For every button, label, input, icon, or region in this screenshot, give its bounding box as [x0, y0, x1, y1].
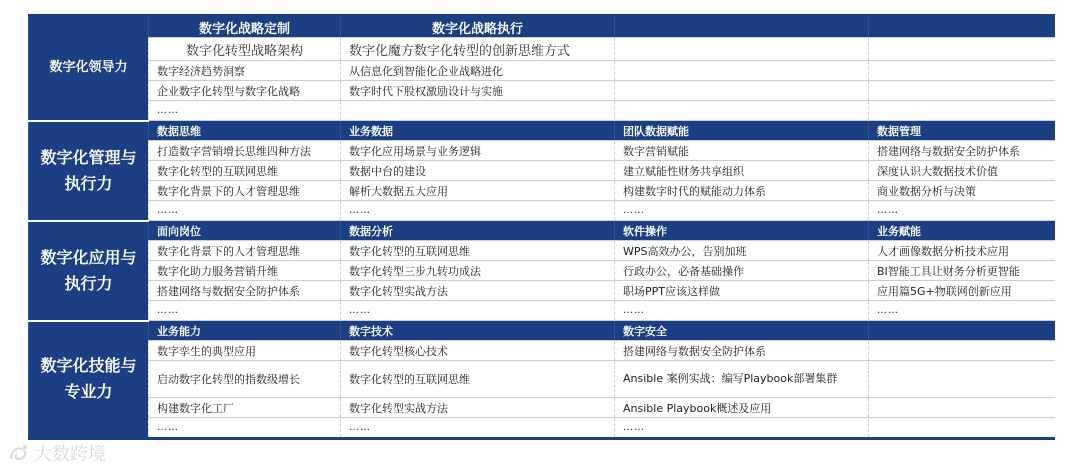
table-cell: ……	[615, 201, 869, 221]
subheader-row	[29, 38, 1055, 61]
table-cell: WPS高效办公，告别加班	[615, 241, 869, 261]
table-cell: 数据中台的建设	[341, 161, 615, 181]
watermark	[8, 440, 106, 466]
table-cell	[869, 361, 1055, 398]
table-cell: 数字化转型的互联网思维	[341, 241, 615, 261]
section-title: 数字化技能与专业力	[29, 321, 149, 439]
table-cell: 数字化转型三步九转功成法	[341, 261, 615, 281]
table-cell: 启动数字化转型的指数级增长	[149, 361, 341, 398]
category-header-row	[29, 221, 1055, 241]
table-cell: 数字化助力服务营销升维	[149, 261, 341, 281]
table-row	[29, 341, 1055, 361]
table-cell: 搭建网络与数据安全防护体系	[869, 141, 1055, 161]
table-cell: ……	[341, 201, 615, 221]
category-header: 数据分析	[341, 221, 615, 241]
category-header-row	[29, 321, 1055, 341]
category-header: 数据思维	[149, 121, 341, 141]
table-cell: 数字化转型实战方法	[341, 281, 615, 301]
table-cell: 解析大数据五大应用	[341, 181, 615, 201]
table-cell: ……	[615, 418, 869, 439]
table-cell: 打造数字营销增长思维四种方法	[149, 141, 341, 161]
table-row	[29, 61, 1055, 81]
table-row	[29, 281, 1055, 301]
table-cell: 建立赋能性财务共享组织	[615, 161, 869, 181]
table-cell: 从信息化到智能化企业战略进化	[341, 61, 615, 81]
table-cell: 数字经济趋势洞察	[149, 61, 341, 81]
category-header: 数字安全	[615, 321, 869, 341]
table-cell	[615, 38, 869, 61]
table-cell: ……	[869, 201, 1055, 221]
category-header-row	[29, 121, 1055, 141]
table-cell: 人才画像数据分析技术应用	[869, 241, 1055, 261]
table-cell	[869, 38, 1055, 61]
table-row	[29, 418, 1055, 439]
table-cell: BI智能工具让财务分析更智能	[869, 261, 1055, 281]
table-cell: 数字化转型实战方法	[341, 398, 615, 418]
table-cell: 数字化魔方数字化转型的创新思维方式	[341, 38, 615, 61]
table-cell: ……	[341, 301, 615, 321]
table-cell	[615, 81, 869, 101]
table-row	[29, 301, 1055, 321]
top-header-row	[29, 16, 1055, 38]
table-cell: 深度认识大数据技术价值	[869, 161, 1055, 181]
section-title: 数字化应用与执行力	[29, 221, 149, 321]
table-cell: 数字化背景下的人才管理思维	[149, 241, 341, 261]
table-cell	[869, 341, 1055, 361]
column-header-empty	[869, 16, 1055, 38]
table-row	[29, 201, 1055, 221]
table-row	[29, 361, 1055, 398]
table-cell: 职场PPT应该这样做	[615, 281, 869, 301]
watermark-text: 大数跨境	[34, 444, 106, 465]
table-cell	[869, 61, 1055, 81]
table-cell: ……	[869, 301, 1055, 321]
category-header: 业务赋能	[869, 221, 1055, 241]
table-cell: 数字化转型核心技术	[341, 341, 615, 361]
table-cell: Ansible Playbook概述及应用	[615, 398, 869, 418]
table-cell	[869, 81, 1055, 101]
table-cell: 数字化转型的互联网思维	[149, 161, 341, 181]
table-cell	[869, 398, 1055, 418]
table-cell	[615, 101, 869, 121]
section-title: 数字化管理与执行力	[29, 121, 149, 221]
table-row	[29, 141, 1055, 161]
table-cell: 数字化转型的互联网思维	[341, 361, 615, 398]
table-cell: 数字时代下股权激励设计与实施	[341, 81, 615, 101]
table-cell: 企业数字化转型与数字化战略	[149, 81, 341, 101]
table-cell	[615, 61, 869, 81]
table-cell: ……	[341, 418, 615, 439]
category-header	[869, 321, 1055, 341]
table-cell: ……	[149, 201, 341, 221]
table-cell: 构建数字时代的赋能动力体系	[615, 181, 869, 201]
table-row	[29, 261, 1055, 281]
table-row	[29, 81, 1055, 101]
table-cell: Ansible 案例实战：编写Playbook部署集群	[615, 361, 869, 398]
section-title: 数字化领导力	[29, 16, 149, 121]
category-header: 数据管理	[869, 121, 1055, 141]
category-header: 业务数据	[341, 121, 615, 141]
category-header: 数字技术	[341, 321, 615, 341]
table-row	[29, 181, 1055, 201]
capability-matrix-table	[28, 14, 1055, 440]
table-row	[29, 161, 1055, 181]
column-header-empty	[615, 16, 869, 38]
column-header: 数字化战略定制	[149, 16, 341, 38]
table-cell	[869, 418, 1055, 439]
table-cell	[341, 101, 615, 121]
table-cell: 商业数据分析与决策	[869, 181, 1055, 201]
table-row	[29, 398, 1055, 418]
table-cell: ……	[149, 418, 341, 439]
table-cell: 数字孪生的典型应用	[149, 341, 341, 361]
category-header: 软件操作	[615, 221, 869, 241]
column-header: 数字化战略执行	[341, 16, 615, 38]
table-cell: ……	[149, 101, 341, 121]
table-row	[29, 101, 1055, 121]
table-cell: ……	[615, 301, 869, 321]
category-header: 业务能力	[149, 321, 341, 341]
table-cell: 数字化背景下的人才管理思维	[149, 181, 341, 201]
table-cell: 行政办公，必备基础操作	[615, 261, 869, 281]
table-cell: 数字营销赋能	[615, 141, 869, 161]
table-cell: 数字化应用场景与业务逻辑	[341, 141, 615, 161]
table-cell: 应用篇5G+物联网创新应用	[869, 281, 1055, 301]
table-cell: 数字化转型战略架构	[149, 38, 341, 61]
category-header: 团队数据赋能	[615, 121, 869, 141]
watermark-logo-icon	[8, 443, 30, 463]
table-row	[29, 241, 1055, 261]
table-cell: 搭建网络与数据安全防护体系	[149, 281, 341, 301]
category-header: 面向岗位	[149, 221, 341, 241]
table-cell: 构建数字化工厂	[149, 398, 341, 418]
table-cell: 搭建网络与数据安全防护体系	[615, 341, 869, 361]
table-cell: ……	[149, 301, 341, 321]
table-cell	[869, 101, 1055, 121]
